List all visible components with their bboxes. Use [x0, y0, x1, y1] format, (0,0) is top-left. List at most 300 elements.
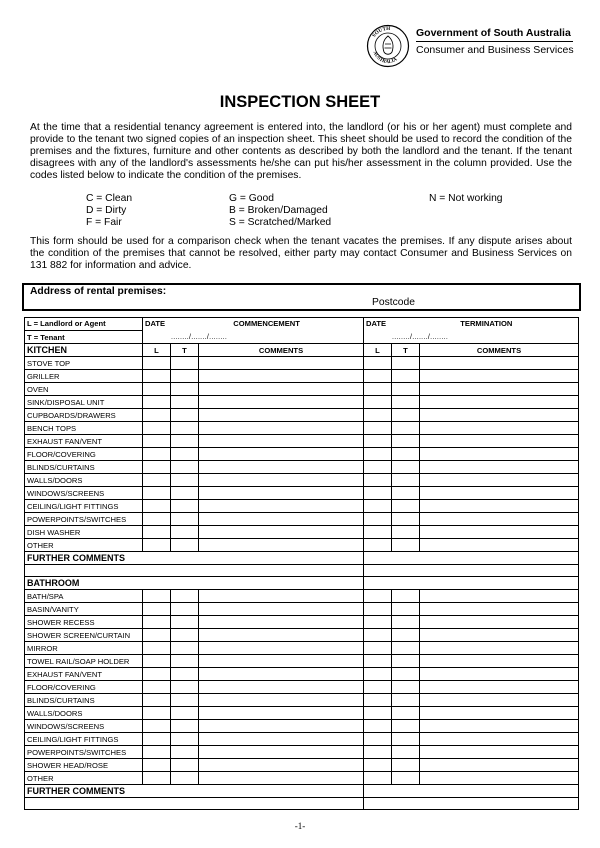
landlord-termination-cell[interactable] — [364, 759, 392, 772]
table-row — [25, 603, 579, 616]
commencement-label: COMMENCEMENT — [233, 319, 300, 328]
comments-commencement-cell[interactable] — [199, 590, 364, 603]
commencement-date-blank: ......../......./........ — [171, 333, 228, 341]
table-row — [25, 668, 579, 681]
code-clean: C = Clean — [86, 193, 133, 204]
table-row — [25, 409, 579, 422]
table-row — [25, 733, 579, 746]
item-label: FLOOR/COVERING — [25, 448, 143, 461]
comments-commencement-cell[interactable] — [199, 500, 364, 513]
tenant-commencement-cell[interactable] — [171, 590, 199, 603]
comments-commencement-cell[interactable] — [199, 720, 364, 733]
landlord-commencement-cell[interactable] — [143, 370, 171, 383]
comments-termination-cell[interactable] — [420, 409, 579, 422]
item-label: BLINDS/CURTAINS — [25, 694, 143, 707]
tenant-commencement-cell[interactable] — [171, 642, 199, 655]
further-comments-label: FURTHER COMMENTS — [25, 552, 364, 565]
landlord-termination-cell[interactable] — [364, 681, 392, 694]
tenant-termination-cell[interactable] — [392, 707, 420, 720]
landlord-commencement-cell[interactable] — [143, 409, 171, 422]
table-row — [25, 694, 579, 707]
tenant-termination-cell[interactable] — [392, 759, 420, 772]
termination-date-blank: ......../......./........ — [392, 333, 449, 341]
tenant-termination-cell[interactable] — [392, 590, 420, 603]
landlord-commencement-cell[interactable] — [143, 513, 171, 526]
tenant-commencement-cell[interactable] — [171, 629, 199, 642]
comments-termination-cell[interactable] — [420, 461, 579, 474]
table-row — [25, 370, 579, 383]
further-comments-blank-row — [25, 798, 579, 810]
landlord-termination-cell[interactable] — [364, 603, 392, 616]
comments-commencement-cell[interactable] — [199, 526, 364, 539]
table-row — [25, 513, 579, 526]
landlord-commencement-cell[interactable] — [143, 487, 171, 500]
landlord-termination-cell[interactable] — [364, 668, 392, 681]
table-row — [25, 461, 579, 474]
comments-commencement-cell[interactable] — [199, 707, 364, 720]
landlord-termination-cell[interactable] — [364, 694, 392, 707]
comments-commencement-cell[interactable] — [199, 513, 364, 526]
item-label: POWERPOINTS/SWITCHES — [25, 513, 143, 526]
tenant-termination-cell[interactable] — [392, 694, 420, 707]
landlord-termination-cell[interactable] — [364, 487, 392, 500]
landlord-commencement-cell[interactable] — [143, 474, 171, 487]
col-comments-termination: COMMENTS — [420, 344, 579, 357]
tenant-termination-cell[interactable] — [392, 383, 420, 396]
item-label: SHOWER SCREEN/CURTAIN — [25, 629, 143, 642]
comments-commencement-cell[interactable] — [199, 422, 364, 435]
tenant-termination-cell[interactable] — [392, 448, 420, 461]
table-row — [25, 772, 579, 785]
tenant-termination-cell[interactable] — [392, 642, 420, 655]
tenant-termination-cell[interactable] — [392, 526, 420, 539]
tenant-commencement-cell[interactable] — [171, 409, 199, 422]
tenant-commencement-cell[interactable] — [171, 422, 199, 435]
code-good: G = Good — [229, 193, 274, 204]
item-label: CEILING/LIGHT FITTINGS — [25, 733, 143, 746]
comments-commencement-cell[interactable] — [199, 746, 364, 759]
landlord-commencement-cell[interactable] — [143, 539, 171, 552]
further-comments-termination-cell[interactable] — [364, 785, 579, 798]
postcode-label: Postcode — [372, 297, 415, 308]
landlord-termination-cell[interactable] — [364, 733, 392, 746]
comments-termination-cell[interactable] — [420, 487, 579, 500]
header-divider — [416, 41, 573, 42]
comments-commencement-cell[interactable] — [199, 668, 364, 681]
item-label: WINDOWS/SCREENS — [25, 487, 143, 500]
col-t-termination: T — [392, 344, 420, 357]
tenant-termination-cell[interactable] — [392, 422, 420, 435]
comments-termination-cell[interactable] — [420, 526, 579, 539]
tenant-commencement-cell[interactable] — [171, 603, 199, 616]
comments-termination-cell[interactable] — [420, 539, 579, 552]
tenant-commencement-cell[interactable] — [171, 759, 199, 772]
comments-commencement-cell[interactable] — [199, 772, 364, 785]
comments-termination-cell[interactable] — [420, 435, 579, 448]
table-row — [25, 448, 579, 461]
landlord-commencement-cell[interactable] — [143, 772, 171, 785]
landlord-commencement-cell[interactable] — [143, 746, 171, 759]
termination-date-field[interactable] — [364, 331, 579, 344]
landlord-commencement-cell[interactable] — [143, 629, 171, 642]
comments-termination-cell[interactable] — [420, 642, 579, 655]
table-row — [25, 681, 579, 694]
col-comments-commencement: COMMENTS — [199, 344, 364, 357]
landlord-termination-cell[interactable] — [364, 396, 392, 409]
svg-text:AUSTRALIA: AUSTRALIA — [371, 50, 399, 66]
table-row — [25, 707, 579, 720]
landlord-termination-cell[interactable] — [364, 707, 392, 720]
landlord-commencement-cell[interactable] — [143, 500, 171, 513]
landlord-termination-cell[interactable] — [364, 357, 392, 370]
bathroom-heading: BATHROOM — [25, 577, 364, 590]
table-row — [25, 474, 579, 487]
item-label: STOVE TOP — [25, 357, 143, 370]
item-label: BASIN/VANITY — [25, 603, 143, 616]
address-box[interactable] — [22, 283, 581, 311]
tenant-commencement-cell[interactable] — [171, 539, 199, 552]
comments-commencement-cell[interactable] — [199, 539, 364, 552]
comments-commencement-cell[interactable] — [199, 448, 364, 461]
tenant-termination-cell[interactable] — [392, 655, 420, 668]
item-label: BENCH TOPS — [25, 422, 143, 435]
item-label: EXHAUST FAN/VENT — [25, 435, 143, 448]
landlord-termination-cell[interactable] — [364, 409, 392, 422]
item-label: DISH WASHER — [25, 526, 143, 539]
landlord-termination-cell[interactable] — [364, 590, 392, 603]
code-dirty: D = Dirty — [86, 205, 127, 216]
landlord-commencement-cell[interactable] — [143, 422, 171, 435]
landlord-commencement-cell[interactable] — [143, 383, 171, 396]
code-broken: B = Broken/Damaged — [229, 205, 328, 216]
comments-commencement-cell[interactable] — [199, 409, 364, 422]
comments-termination-cell[interactable] — [420, 759, 579, 772]
comments-commencement-cell[interactable] — [199, 487, 364, 500]
table-row — [25, 435, 579, 448]
comments-commencement-cell[interactable] — [199, 629, 364, 642]
item-label: SHOWER RECESS — [25, 616, 143, 629]
code-not-working: N = Not working — [429, 193, 503, 204]
item-label: OVEN — [25, 383, 143, 396]
tenant-commencement-cell[interactable] — [171, 733, 199, 746]
table-row — [25, 759, 579, 772]
termination-header — [364, 318, 579, 331]
further-comments-blank-row — [25, 565, 579, 577]
landlord-termination-cell[interactable] — [364, 655, 392, 668]
codes-column-3 — [429, 193, 503, 205]
landlord-commencement-cell[interactable] — [143, 720, 171, 733]
tenant-commencement-cell[interactable] — [171, 396, 199, 409]
landlord-commencement-cell[interactable] — [143, 733, 171, 746]
tenant-commencement-cell[interactable] — [171, 357, 199, 370]
codes-column-1 — [86, 193, 132, 229]
comments-termination-cell[interactable] — [420, 370, 579, 383]
tenant-termination-cell[interactable] — [392, 487, 420, 500]
legend-tenant: T = Tenant — [25, 331, 143, 344]
comments-commencement-cell[interactable] — [199, 694, 364, 707]
comments-commencement-cell[interactable] — [199, 655, 364, 668]
tenant-commencement-cell[interactable] — [171, 616, 199, 629]
comments-commencement-cell[interactable] — [199, 370, 364, 383]
comments-commencement-cell[interactable] — [199, 681, 364, 694]
tenant-termination-cell[interactable] — [392, 409, 420, 422]
comments-termination-cell[interactable] — [420, 422, 579, 435]
tenant-termination-cell[interactable] — [392, 370, 420, 383]
tenant-commencement-cell[interactable] — [171, 461, 199, 474]
landlord-commencement-cell[interactable] — [143, 642, 171, 655]
comments-termination-cell[interactable] — [420, 474, 579, 487]
address-label: Address of rental premises: — [30, 286, 167, 297]
item-label: BLINDS/CURTAINS — [25, 461, 143, 474]
landlord-termination-cell[interactable] — [364, 435, 392, 448]
landlord-commencement-cell[interactable] — [143, 707, 171, 720]
item-label: CEILING/LIGHT FITTINGS — [25, 500, 143, 513]
bathroom-heading-row — [25, 577, 579, 590]
further-comments-label: FURTHER COMMENTS — [25, 785, 364, 798]
tenant-commencement-cell[interactable] — [171, 435, 199, 448]
tenant-commencement-cell[interactable] — [171, 694, 199, 707]
tenant-commencement-cell[interactable] — [171, 746, 199, 759]
tenant-termination-cell[interactable] — [392, 681, 420, 694]
comments-termination-cell[interactable] — [420, 668, 579, 681]
item-label: SHOWER HEAD/ROSE — [25, 759, 143, 772]
code-fair: F = Fair — [86, 217, 122, 228]
landlord-termination-cell[interactable] — [364, 500, 392, 513]
item-label: GRILLER — [25, 370, 143, 383]
tenant-termination-cell[interactable] — [392, 396, 420, 409]
table-row — [25, 590, 579, 603]
comments-termination-cell[interactable] — [420, 733, 579, 746]
comments-termination-cell[interactable] — [420, 396, 579, 409]
landlord-commencement-cell[interactable] — [143, 694, 171, 707]
tenant-commencement-cell[interactable] — [171, 772, 199, 785]
landlord-termination-cell[interactable] — [364, 422, 392, 435]
landlord-commencement-cell[interactable] — [143, 616, 171, 629]
item-label: BATH/SPA — [25, 590, 143, 603]
landlord-commencement-cell[interactable] — [143, 435, 171, 448]
further-comments-row — [25, 552, 579, 565]
commencement-date-label: DATE — [145, 319, 166, 328]
table-row — [25, 539, 579, 552]
further-comments-commencement-field[interactable] — [25, 798, 364, 810]
comments-termination-cell[interactable] — [420, 603, 579, 616]
tenant-commencement-cell[interactable] — [171, 526, 199, 539]
further-comments-termination-field[interactable] — [364, 565, 579, 577]
comments-commencement-cell[interactable] — [199, 616, 364, 629]
comments-termination-cell[interactable] — [420, 707, 579, 720]
header-row-columns — [25, 344, 579, 357]
tenant-termination-cell[interactable] — [392, 720, 420, 733]
landlord-commencement-cell[interactable] — [143, 357, 171, 370]
comments-commencement-cell[interactable] — [199, 396, 364, 409]
header-row-date-blanks — [25, 331, 579, 344]
table-row — [25, 422, 579, 435]
further-comments-termination-field[interactable] — [364, 798, 579, 810]
tenant-termination-cell[interactable] — [392, 474, 420, 487]
comments-commencement-cell[interactable] — [199, 435, 364, 448]
col-t-commencement: T — [171, 344, 199, 357]
tenant-commencement-cell[interactable] — [171, 370, 199, 383]
landlord-termination-cell[interactable] — [364, 629, 392, 642]
government-title: Government of South Australia — [416, 27, 571, 39]
landlord-commencement-cell[interactable] — [143, 396, 171, 409]
item-label: WALLS/DOORS — [25, 707, 143, 720]
kitchen-heading: KITCHEN — [25, 344, 143, 357]
tenant-commencement-cell[interactable] — [171, 655, 199, 668]
comments-termination-cell[interactable] — [420, 629, 579, 642]
commencement-date-field[interactable] — [143, 331, 364, 344]
south-australia-seal-logo — [366, 24, 410, 68]
landlord-termination-cell[interactable] — [364, 370, 392, 383]
landlord-termination-cell[interactable] — [364, 383, 392, 396]
termination-date-label: DATE — [366, 319, 387, 328]
bathroom-heading-termination-cell — [364, 577, 579, 590]
comments-termination-cell[interactable] — [420, 500, 579, 513]
comments-termination-cell[interactable] — [420, 513, 579, 526]
further-comments-termination-cell[interactable] — [364, 552, 579, 565]
item-label: OTHER — [25, 539, 143, 552]
comments-commencement-cell[interactable] — [199, 642, 364, 655]
table-row — [25, 396, 579, 409]
table-row — [25, 357, 579, 370]
further-comments-commencement-field[interactable] — [25, 565, 364, 577]
comments-termination-cell[interactable] — [420, 746, 579, 759]
item-label: EXHAUST FAN/VENT — [25, 668, 143, 681]
comments-commencement-cell[interactable] — [199, 357, 364, 370]
comments-termination-cell[interactable] — [420, 590, 579, 603]
item-label: OTHER — [25, 772, 143, 785]
comments-commencement-cell[interactable] — [199, 383, 364, 396]
svg-text:SOUTH: SOUTH — [371, 25, 391, 39]
landlord-commencement-cell[interactable] — [143, 603, 171, 616]
tenant-termination-cell[interactable] — [392, 539, 420, 552]
comments-commencement-cell[interactable] — [199, 759, 364, 772]
landlord-termination-cell[interactable] — [364, 539, 392, 552]
item-label: SINK/DISPOSAL UNIT — [25, 396, 143, 409]
landlord-commencement-cell[interactable] — [143, 668, 171, 681]
comments-termination-cell[interactable] — [420, 694, 579, 707]
tenant-commencement-cell[interactable] — [171, 720, 199, 733]
inspection-table — [24, 317, 579, 810]
table-row — [25, 655, 579, 668]
tenant-commencement-cell[interactable] — [171, 500, 199, 513]
tenant-termination-cell[interactable] — [392, 733, 420, 746]
comments-termination-cell[interactable] — [420, 681, 579, 694]
table-row — [25, 629, 579, 642]
commencement-header — [143, 318, 364, 331]
tenant-termination-cell[interactable] — [392, 435, 420, 448]
department-name: Consumer and Business Services — [416, 44, 574, 56]
tenant-termination-cell[interactable] — [392, 500, 420, 513]
tenant-commencement-cell[interactable] — [171, 448, 199, 461]
termination-label: TERMINATION — [460, 319, 513, 328]
landlord-termination-cell[interactable] — [364, 616, 392, 629]
tenant-termination-cell[interactable] — [392, 461, 420, 474]
table-row — [25, 642, 579, 655]
comparison-note: This form should be used for a comparison check when the tenant vacates the premises. If any dispute arises about the condition of the premises that cannot be resolved, either party may contact Consumer and Business Services on 131 882 for information and advice. — [30, 236, 572, 271]
landlord-commencement-cell[interactable] — [143, 590, 171, 603]
landlord-termination-cell[interactable] — [364, 474, 392, 487]
tenant-commencement-cell[interactable] — [171, 668, 199, 681]
table-row — [25, 526, 579, 539]
table-row — [25, 720, 579, 733]
further-comments-row — [25, 785, 579, 798]
landlord-termination-cell[interactable] — [364, 642, 392, 655]
intro-paragraph: At the time that a residential tenancy agreement is entered into, the landlord (or his or her agent) must complete and provide to the tenant two signed copies of an inspection sheet. This sheet should be used to record the condition of the premises and the fixtures, furniture and other contents as described by both the landlord and the tenant. If the tenant disagrees with any of the landlord's assessments he/she can put his/her assessment in the column provided. Use the codes listed below to indicate the condition of the premises. — [30, 122, 572, 181]
header-row-dates — [25, 318, 579, 331]
table-row — [25, 746, 579, 759]
table-row — [25, 500, 579, 513]
landlord-commencement-cell[interactable] — [143, 681, 171, 694]
landlord-termination-cell[interactable] — [364, 461, 392, 474]
landlord-termination-cell[interactable] — [364, 513, 392, 526]
tenant-commencement-cell[interactable] — [171, 383, 199, 396]
comments-termination-cell[interactable] — [420, 448, 579, 461]
comments-commencement-cell[interactable] — [199, 461, 364, 474]
tenant-termination-cell[interactable] — [392, 772, 420, 785]
tenant-commencement-cell[interactable] — [171, 513, 199, 526]
item-label: MIRROR — [25, 642, 143, 655]
col-l-commencement: L — [143, 344, 171, 357]
page-title: INSPECTION SHEET — [219, 93, 381, 111]
tenant-commencement-cell[interactable] — [171, 707, 199, 720]
page-number: -1- — [294, 821, 306, 831]
legend-landlord: L = Landlord or Agent — [25, 318, 143, 331]
tenant-commencement-cell[interactable] — [171, 487, 199, 500]
landlord-termination-cell[interactable] — [364, 526, 392, 539]
item-label: CUPBOARDS/DRAWERS — [25, 409, 143, 422]
comments-termination-cell[interactable] — [420, 383, 579, 396]
tenant-termination-cell[interactable] — [392, 513, 420, 526]
comments-commencement-cell[interactable] — [199, 474, 364, 487]
landlord-commencement-cell[interactable] — [143, 461, 171, 474]
tenant-termination-cell[interactable] — [392, 668, 420, 681]
table-row — [25, 487, 579, 500]
landlord-commencement-cell[interactable] — [143, 655, 171, 668]
item-label: WALLS/DOORS — [25, 474, 143, 487]
item-label: FLOOR/COVERING — [25, 681, 143, 694]
landlord-commencement-cell[interactable] — [143, 448, 171, 461]
tenant-termination-cell[interactable] — [392, 616, 420, 629]
tenant-termination-cell[interactable] — [392, 357, 420, 370]
landlord-commencement-cell[interactable] — [143, 759, 171, 772]
item-label: TOWEL RAIL/SOAP HOLDER — [25, 655, 143, 668]
landlord-termination-cell[interactable] — [364, 720, 392, 733]
table-row — [25, 383, 579, 396]
table-row — [25, 616, 579, 629]
landlord-termination-cell[interactable] — [364, 772, 392, 785]
tenant-commencement-cell[interactable] — [171, 474, 199, 487]
comments-termination-cell[interactable] — [420, 357, 579, 370]
tenant-commencement-cell[interactable] — [171, 681, 199, 694]
comments-termination-cell[interactable] — [420, 616, 579, 629]
code-scratched: S = Scratched/Marked — [229, 217, 332, 228]
landlord-commencement-cell[interactable] — [143, 526, 171, 539]
tenant-termination-cell[interactable] — [392, 629, 420, 642]
comments-commencement-cell[interactable] — [199, 603, 364, 616]
tenant-termination-cell[interactable] — [392, 746, 420, 759]
comments-termination-cell[interactable] — [420, 655, 579, 668]
item-label: POWERPOINTS/SWITCHES — [25, 746, 143, 759]
codes-column-2 — [229, 193, 331, 229]
comments-termination-cell[interactable] — [420, 772, 579, 785]
landlord-termination-cell[interactable] — [364, 746, 392, 759]
item-label: WINDOWS/SCREENS — [25, 720, 143, 733]
comments-commencement-cell[interactable] — [199, 733, 364, 746]
tenant-termination-cell[interactable] — [392, 603, 420, 616]
landlord-termination-cell[interactable] — [364, 448, 392, 461]
comments-termination-cell[interactable] — [420, 720, 579, 733]
